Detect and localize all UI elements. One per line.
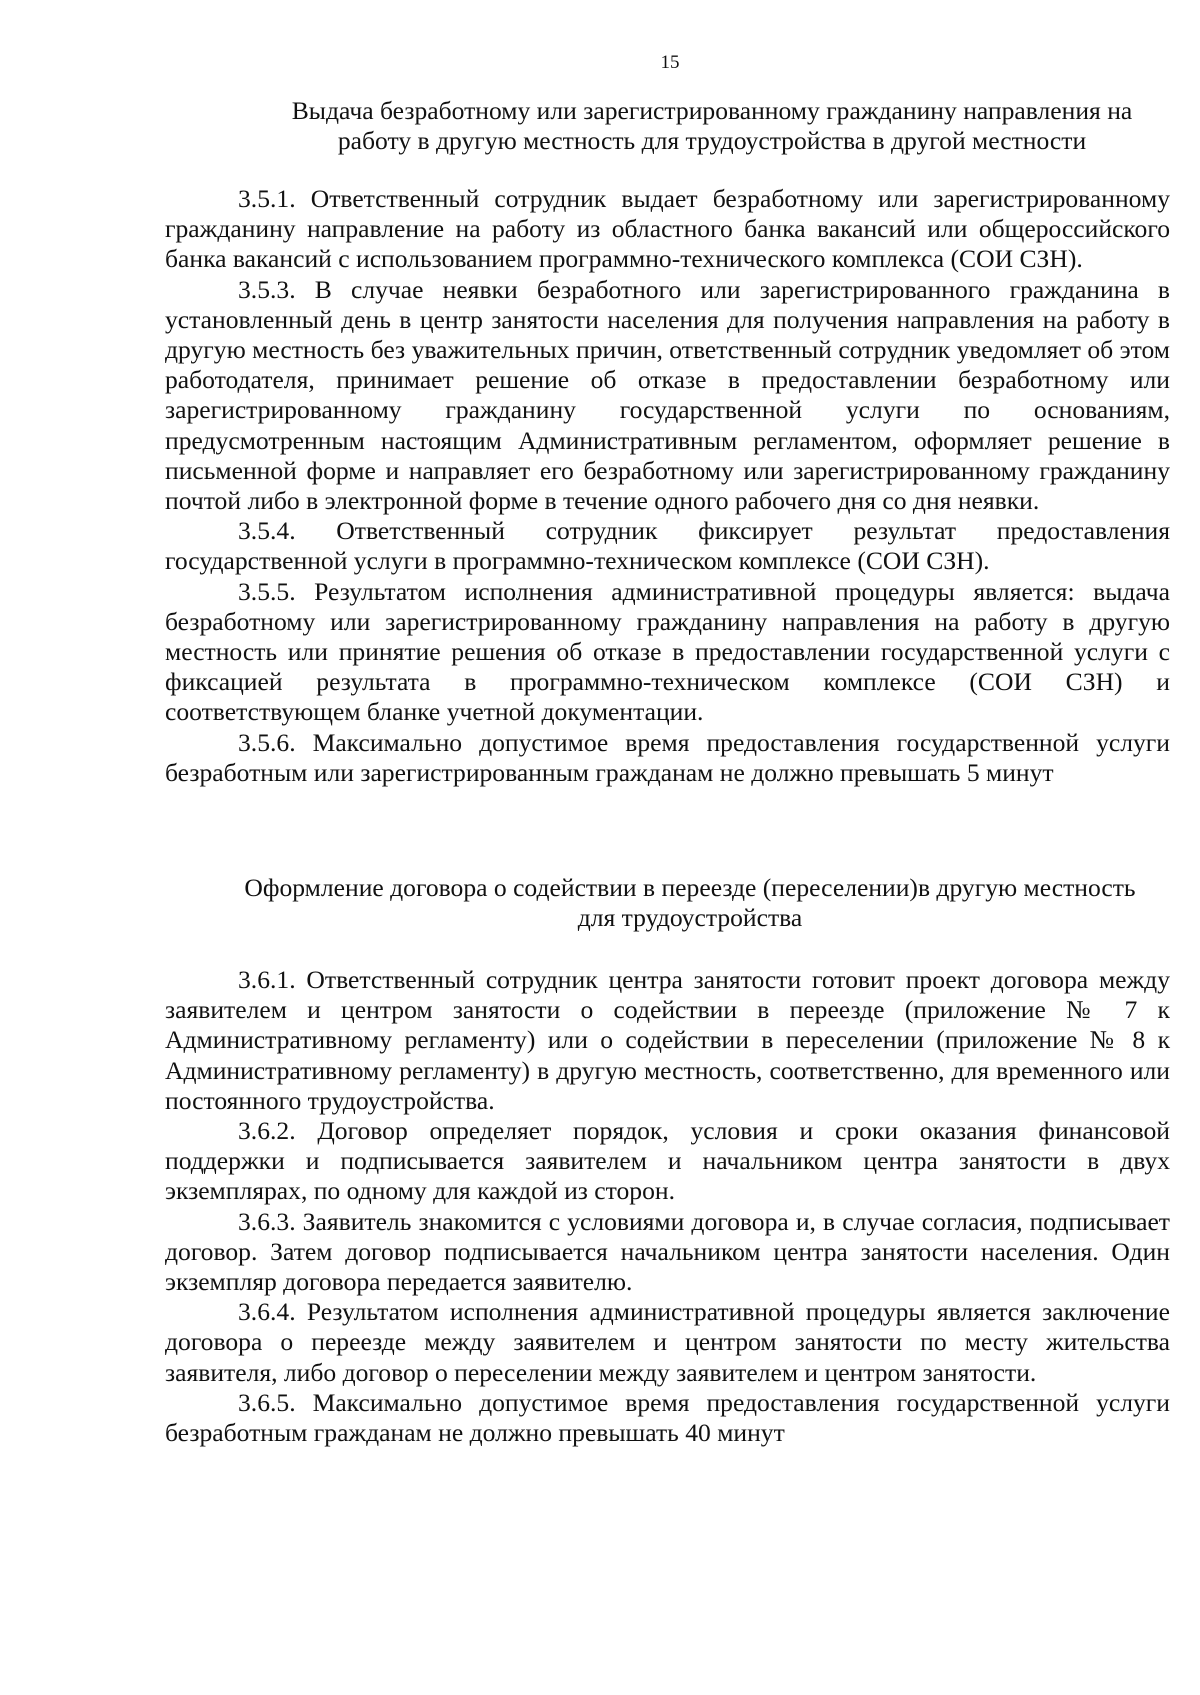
paragraph-3-5-6: 3.5.6. Максимально допустимое время предоставления государственной услуги безработным или зарегистрированным гражданам не должно превышать 5 минут — [165, 727, 1170, 787]
paragraph-3-6-3: 3.6.3. Заявитель знакомится с условиями договора и, в случае согласия, подписывает договор. Затем договор подписывается начальником центра занятости населения. Один экземпляр договора передается заявителю. — [165, 1206, 1170, 1297]
paragraph-3-6-4: 3.6.4. Результатом исполнения административной процедуры является заключение договора о переезде между заявителем и центром занятости по месту жительства заявителя, либо договор о переселении между заявителем и центром занятости. — [165, 1297, 1170, 1387]
paragraph-3-5-1: 3.5.1. Ответственный сотрудник выдает безработному или зарегистрированному гражданину направление на работу из областного банка вакансий или общероссийского банка вакансий с использованием программно-технического комплекса (СОИ СЗН). — [165, 184, 1170, 274]
paragraph-3-5-3: 3.5.3. В случае неявки безработного или зарегистрированного гражданина в установленный день в центр занятости населения для получения направления на работу в другую местность без уважительных причин, ответственный сотрудник уведомляет об этом работодателя, принимает решение об отказе в предоставлении безработному или зарегистрированному гражданину государственной услуги по основаниям, предусмотренным настоящим Административным регламентом, оформляет решение в письменной форме и направляет его безработному или зарегистрированному гражданину почтой либо в электронной форме в течение одного рабочего дня со дня неявки. — [165, 274, 1170, 516]
section-body-referral — [165, 184, 1170, 788]
paragraph-3-5-4: 3.5.4. Ответственный сотрудник фиксирует результат предоставления государственной услуги в программно-техническом комплексе (СОИ СЗН). — [165, 516, 1170, 576]
paragraph-3-6-1: 3.6.1. Ответственный сотрудник центра занятости готовит проект договора между заявителем и центром занятости о содействии в переезде (приложение № 7 к Административному регламенту) или о содействии в переселении (приложение № 8 к Административному регламенту) в другую местность, соответственно, для временного или постоянного трудоустройства. — [165, 965, 1170, 1115]
section-heading-relocation-contract: Оформление договора о содействии в переезде (переселении)в другую местность для трудоустройства — [244, 873, 1136, 932]
paragraph-3-5-5: 3.5.5. Результатом исполнения административной процедуры является: выдача безработному или зарегистрированному гражданину направления на работу в другую местность или принятие решения об отказе в предоставлении государственной услуги с фиксацией результата в программно-техническом комплексе (СОИ СЗН) и соответствующем бланке учетной документации. — [165, 576, 1170, 727]
page-number: 15 — [660, 52, 680, 73]
paragraph-3-6-5: 3.6.5. Максимально допустимое время предоставления государственной услуги безработным гражданам не должно превышать 40 минут — [165, 1387, 1170, 1448]
paragraph-3-6-2: 3.6.2. Договор определяет порядок, условия и сроки оказания финансовой поддержки и подписывается заявителем и начальником центра занятости в двух экземплярах, по одному для каждой из сторон. — [165, 1116, 1170, 1206]
section-body-relocation-contract — [165, 965, 1170, 1448]
section-heading-referral: Выдача безработному или зарегистрированному гражданину направления на работу в другую местность для трудоустройства в другой местности — [291, 96, 1133, 155]
